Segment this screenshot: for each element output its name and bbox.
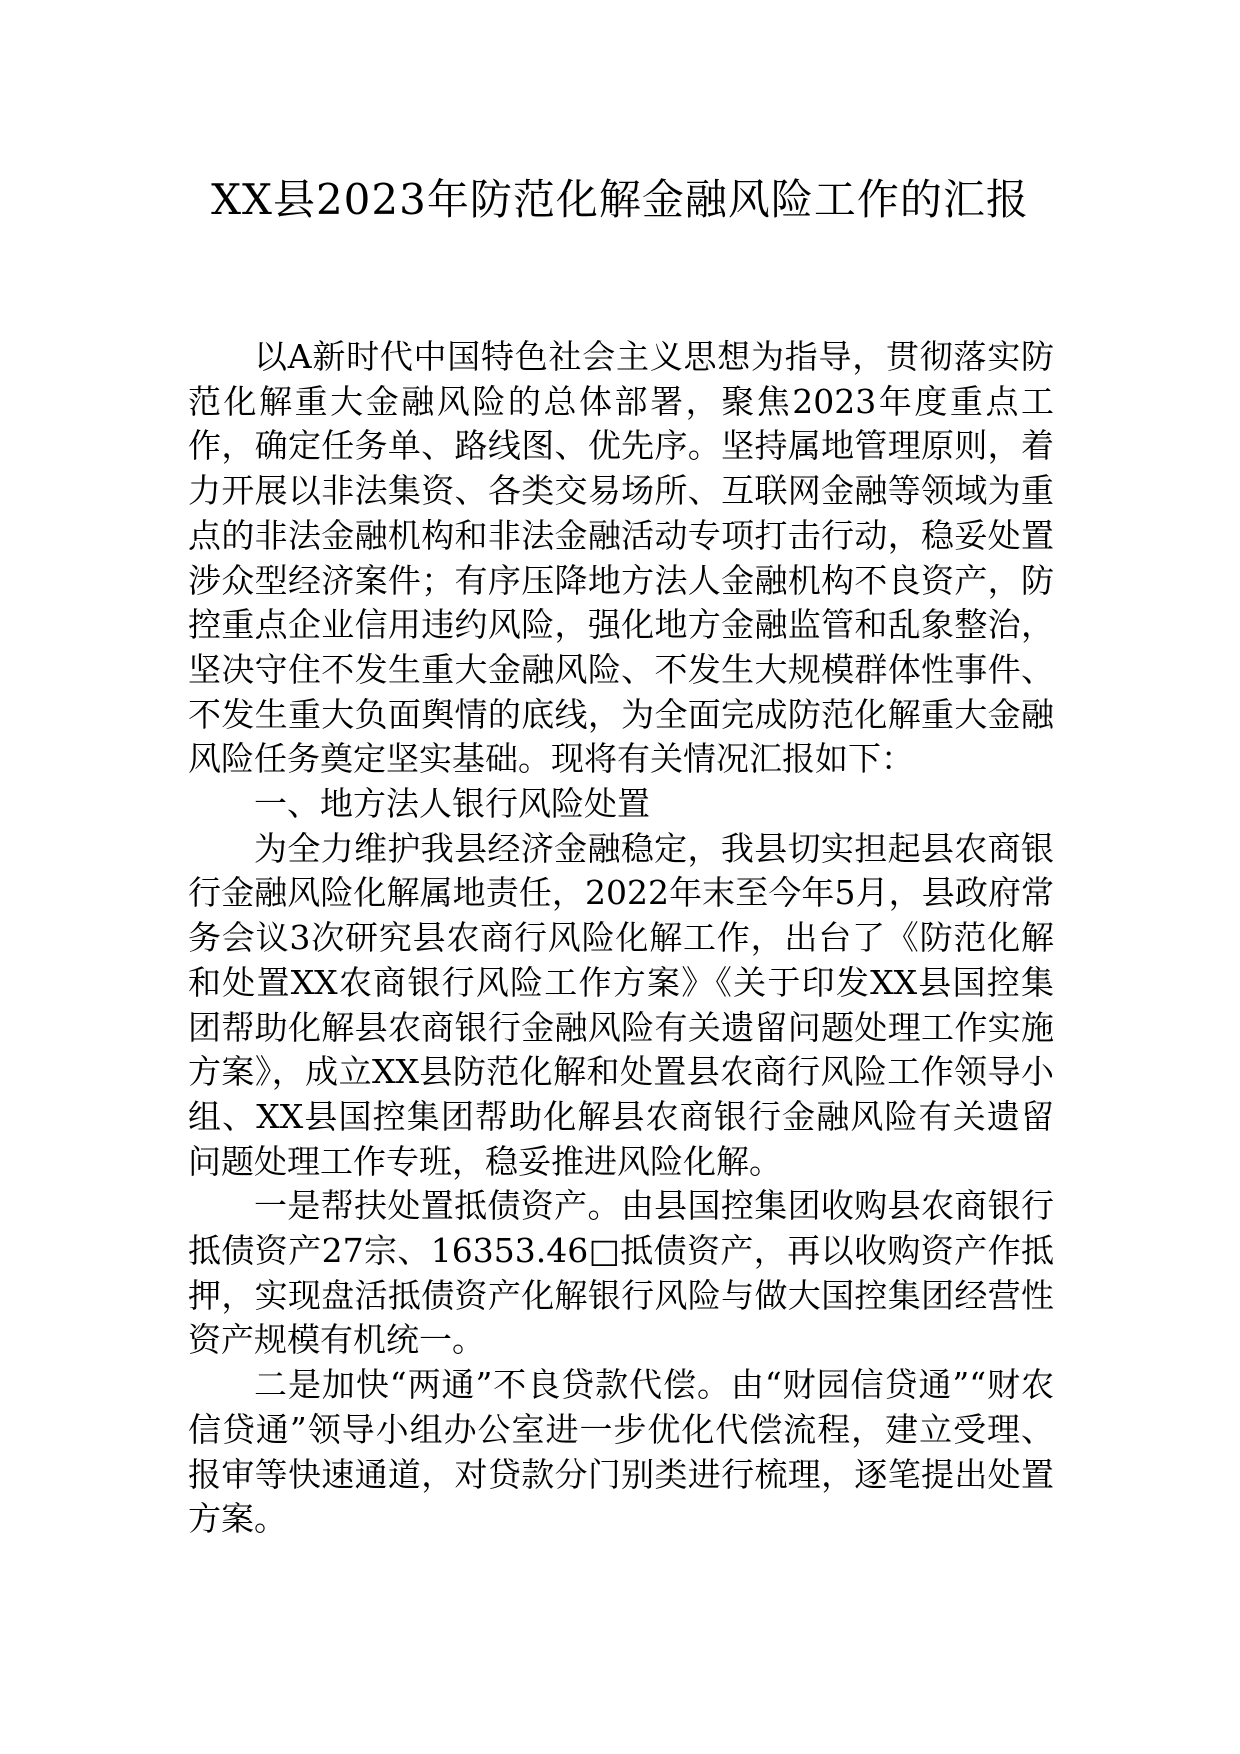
paragraph-item-1: 一是帮扶处置抵债资产。由县国控集团收购县农商银行抵债资产27宗、16353.46□抵债资产，再以收购资产作抵押，实现盘活抵债资产化解银行风险与做大国控集团经营性资产规模有机统一。	[188, 1186, 1054, 1360]
paragraph-section-1: 为全力维护我县经济金融稳定，我县切实担起县农商银行金融风险化解属地责任，2022年末至今年5月，县政府常务会议3次研究县农商行风险化解工作，出台了《防范化解和处置XX农商银行风险工作方案》《关于印发XX县国控集团帮助化解县农商银行金融风险有关遗留问题处理工作实施方案》，成立XX县防范化解和处置县农商行风险工作领导小组、XX县国控集团帮助化解县农商银行金融风险有关遗留问题处理工作专班，稳妥推进风险化解。	[188, 828, 1054, 1181]
paragraph-intro: 以A新时代中国特色社会主义思想为指导，贯彻落实防范化解重大金融风险的总体部署，聚焦2023年度重点工作，确定任务单、路线图、优先序。坚持属地管理原则，着力开展以非法集资、各类交易场所、互联网金融等领域为重点的非法金融机构和非法金融活动专项打击行动，稳妥处置涉众型经济案件；有序压降地方法人金融机构不良资产，防控重点企业信用违约风险，强化地方金融监管和乱象整治，坚决守住不发生重大金融风险、不发生大规模群体性事件、不发生重大负面舆情的底线，为全面完成防范化解重大金融风险任务奠定坚实基础。现将有关情况汇报如下：	[188, 337, 1054, 779]
section-heading-1: 一、地方法人银行风险处置	[254, 784, 650, 824]
paragraph-item-2: 二是加快“两通”不良贷款代偿。由“财园信贷通”“财农信贷通”领导小组办公室进一步优化代偿流程，建立受理、报审等快速通道，对贷款分门别类进行梳理，逐笔提出处置方案。	[188, 1365, 1054, 1539]
document-title: XX县2023年防范化解金融风险工作的汇报	[211, 175, 1029, 224]
document-body	[188, 335, 1054, 1542]
